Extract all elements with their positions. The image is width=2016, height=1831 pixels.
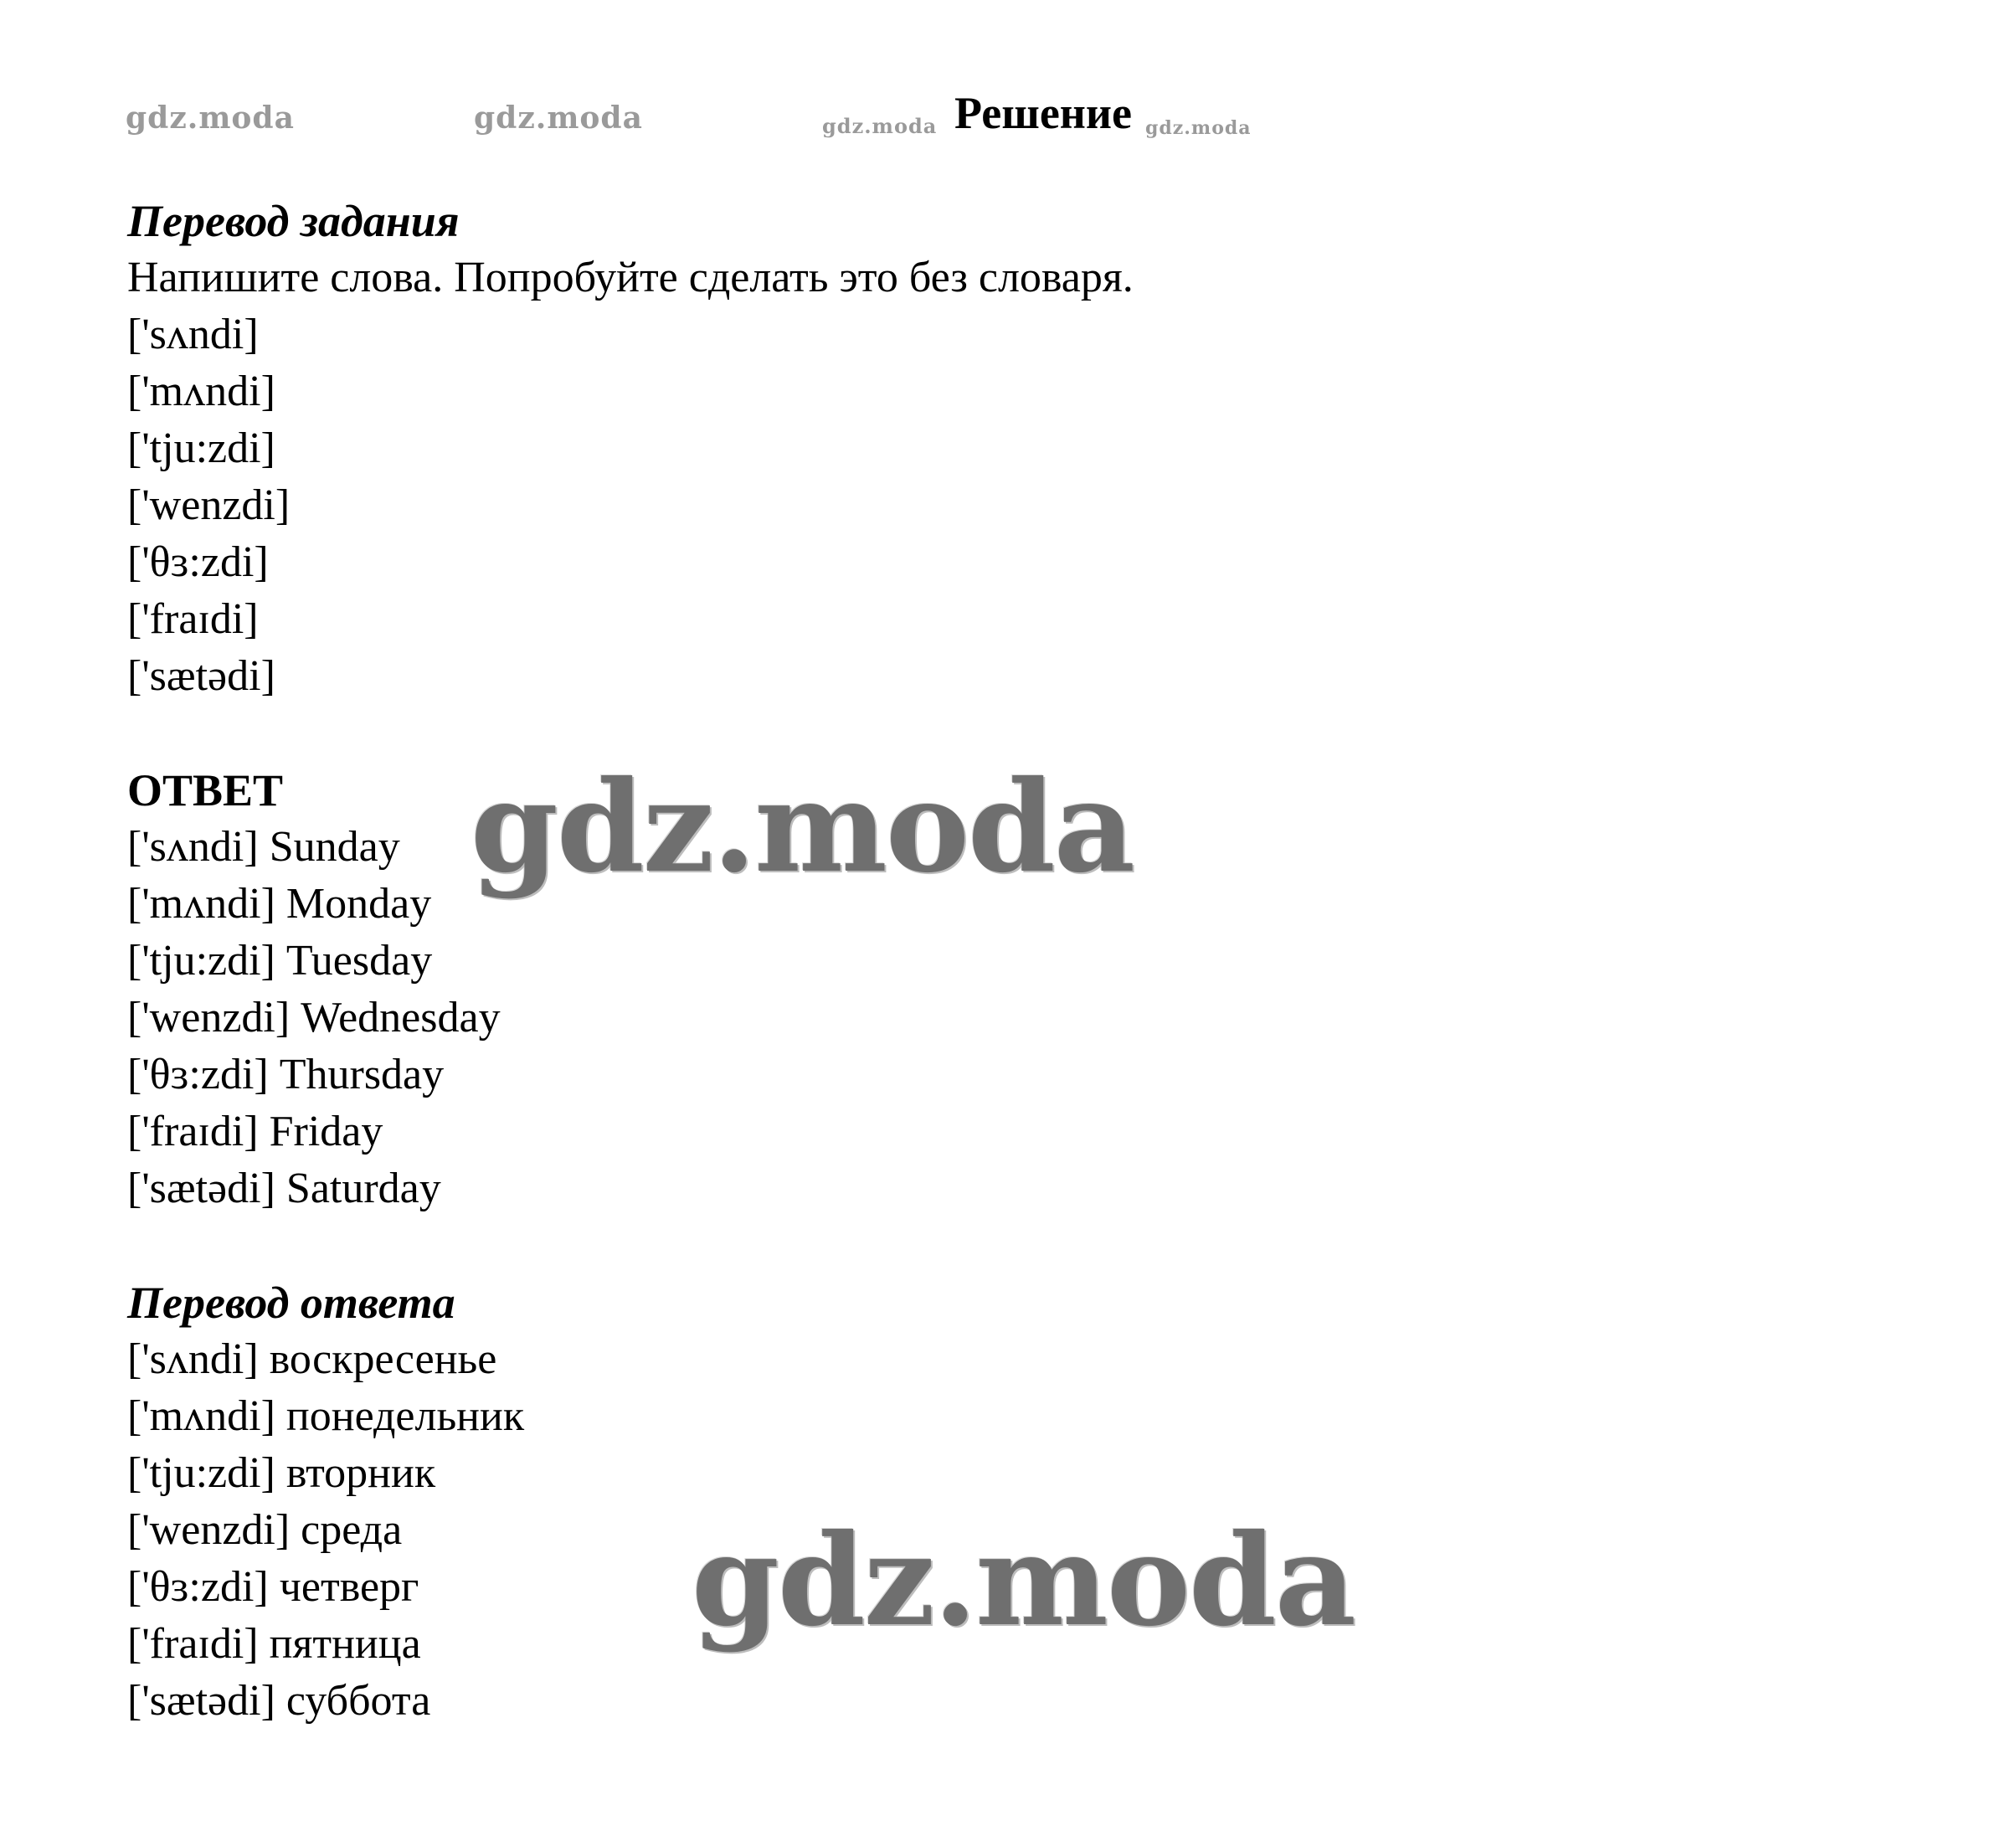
answer-word: Wednesday <box>301 994 501 1042</box>
translation-line <box>127 1388 1551 1445</box>
translation-word: понедельник <box>285 1392 525 1440</box>
answer-word: Saturday <box>285 1165 441 1212</box>
watermark-logo: gdz.moda <box>474 100 643 136</box>
translation-transcription: ['sʌndi] <box>127 1335 259 1383</box>
translation-word: суббота <box>285 1677 431 1725</box>
task-instruction: Напишите слова. Попробуйте сделать это без словаря. <box>127 254 1134 301</box>
transcription-line: ['fraɪdi] <box>127 595 259 643</box>
answer-transcription: ['sʌndi] <box>127 823 259 871</box>
translation-word: вторник <box>285 1449 436 1497</box>
answer-transcription: ['wenzdi] <box>127 994 291 1042</box>
translation-line <box>127 1673 1551 1730</box>
transcription-line: ['sætədi] <box>127 652 275 700</box>
transcription-line: ['θɜ:zdi] <box>127 538 269 586</box>
solution-content <box>127 193 1551 1730</box>
translation-transcription: ['sætədi] <box>127 1677 275 1725</box>
answer-word: Tuesday <box>285 937 433 985</box>
answer-transcription: ['fraɪdi] <box>127 1108 259 1155</box>
page-title: Решение <box>954 88 1132 138</box>
answer-word: Thursday <box>279 1051 445 1098</box>
translation-word: пятница <box>269 1620 421 1668</box>
answer-line <box>127 1047 1551 1103</box>
translation-transcription: ['wenzdi] <box>127 1506 291 1554</box>
transcription-line: ['tju:zdi] <box>127 424 275 472</box>
transcription-line: ['wenzdi] <box>127 481 291 529</box>
translation-transcription: ['fraɪdi] <box>127 1620 259 1668</box>
answer-word: Sunday <box>269 823 400 871</box>
answer-transcription: ['θɜ:zdi] <box>127 1051 269 1098</box>
answer-line <box>127 1103 1551 1160</box>
translation-word: четверг <box>279 1563 419 1611</box>
translation-transcription: ['θɜ:zdi] <box>127 1563 269 1611</box>
watermark-logo: gdz.moda <box>471 753 1134 901</box>
answer-heading: ОТВЕТ <box>127 765 284 815</box>
answer-line <box>127 990 1551 1047</box>
task-heading: Перевод задания <box>127 196 460 246</box>
translation-word: воскресенье <box>269 1335 497 1383</box>
answer-line <box>127 933 1551 990</box>
answer-transcription: ['sætədi] <box>127 1165 275 1212</box>
answer-transcription: ['tju:zdi] <box>127 937 275 985</box>
answer-transcription: ['mʌndi] <box>127 880 275 928</box>
translation-line <box>127 1445 1551 1502</box>
transcription-line: ['sʌndi] <box>127 311 259 358</box>
watermark-logo: gdz.moda <box>822 114 938 138</box>
watermark-logo: gdz.moda <box>692 1507 1355 1654</box>
transcription-line: ['mʌndi] <box>127 368 275 415</box>
translation-line <box>127 1331 1551 1388</box>
translation-word: среда <box>301 1506 403 1554</box>
translation-transcription: ['mʌndi] <box>127 1392 275 1440</box>
answer-word: Monday <box>285 880 432 928</box>
answer-line <box>127 1160 1551 1217</box>
translation-heading: Перевод ответа <box>127 1278 455 1328</box>
watermark-logo: gdz.moda <box>1145 117 1252 139</box>
watermark-logo: gdz.moda <box>126 100 295 136</box>
translation-transcription: ['tju:zdi] <box>127 1449 275 1497</box>
answer-word: Friday <box>269 1108 383 1155</box>
